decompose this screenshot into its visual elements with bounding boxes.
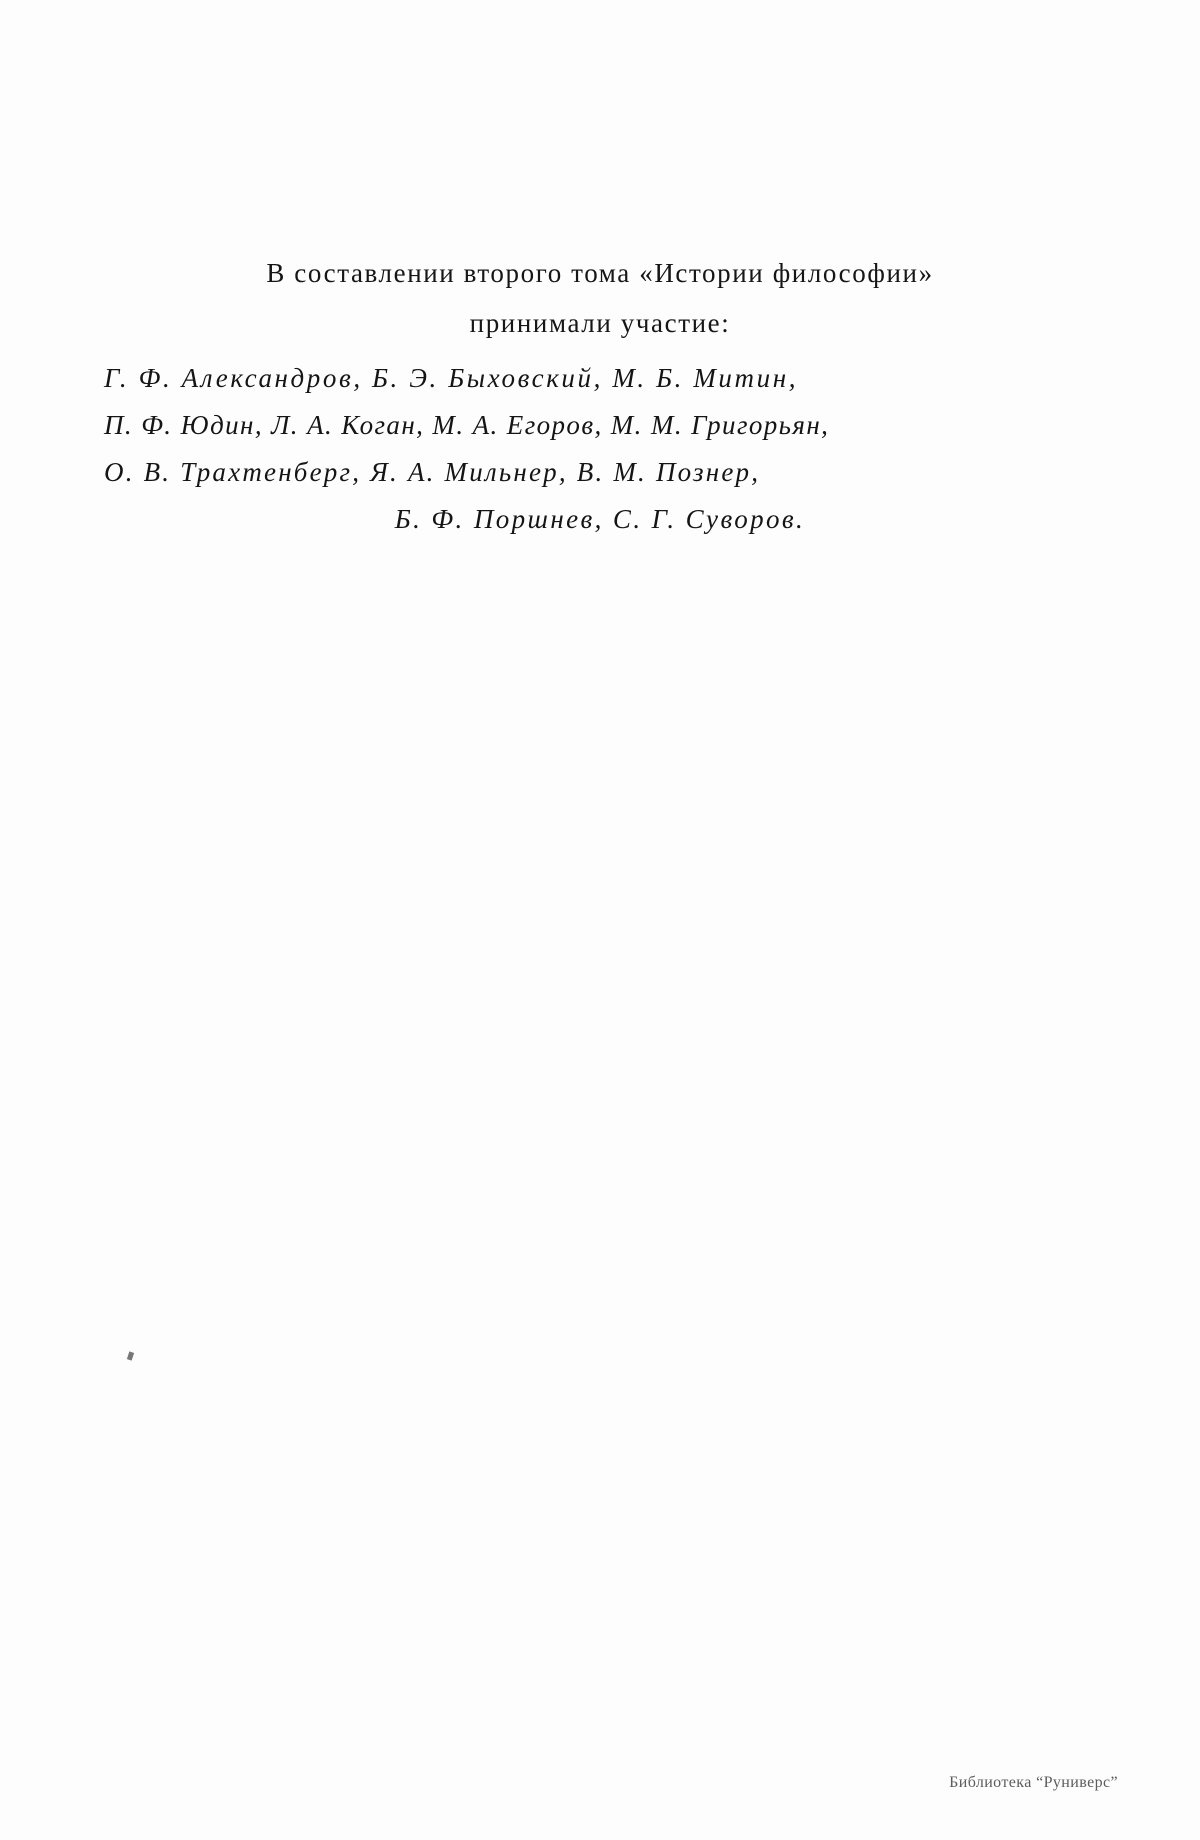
contributors-line: П. Ф. Юдин, Л. А. Коган, М. А. Егоров, М. М. Григорьян, [104,410,830,440]
contributors-list [100,355,1100,543]
heading-line-1: В составлении второго тома «Истории философии» [266,258,934,288]
heading-line-2: принимали участие: [469,308,731,338]
library-watermark: Библиотека “Руниверс” [949,1774,1118,1791]
contributors-line: Г. Ф. Александров, Б. Э. Быховский, М. Б. Митин, [104,363,799,393]
ink-speck [127,1351,134,1360]
contributors-line: О. В. Трахтенберг, Я. А. Мильнер, В. М. Познер, [104,457,761,487]
page-heading [0,248,1200,348]
contributors-line: Б. Ф. Поршнев, С. Г. Суворов. [394,504,806,534]
